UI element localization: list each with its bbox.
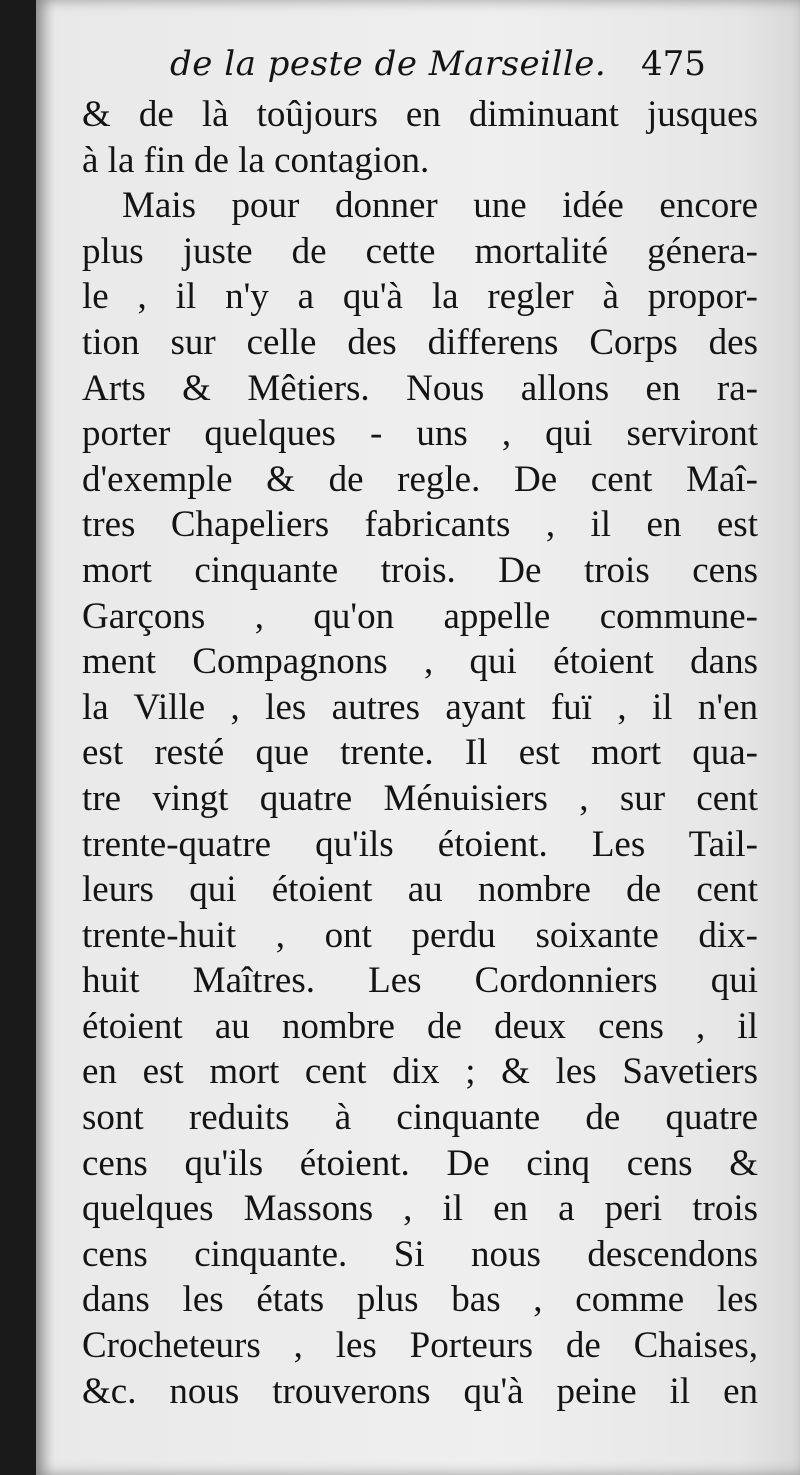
text-line: cens cinquante. Si nous descendons [82, 1233, 758, 1275]
running-title: de la peste de Marseille. [170, 44, 607, 84]
page-header [36, 40, 800, 92]
text-line: tre vingt quatre Ménuisiers , sur cent [82, 777, 758, 819]
text-line: leurs qui étoient au nombre de cent [82, 869, 758, 911]
text-line: à la fin de la contagion. [82, 139, 430, 181]
text-line: &c. nous trouverons qu'à peine il en [82, 1370, 758, 1412]
text-line: & de là toûjours en diminuant jusques [82, 94, 758, 135]
text-line: quelques Massons , il en a peri trois [82, 1188, 758, 1230]
text-line: porter quelques - uns , qui serviront [82, 413, 758, 455]
page-number: 475 [641, 44, 706, 84]
text-line: tres Chapeliers fabricants , il en est [82, 504, 758, 546]
text-line: trente-huit , ont perdu soixante dix- [82, 914, 758, 956]
text-line: ment Compagnons , qui étoient dans [82, 641, 758, 683]
text-line: en est mort cent dix ; & les Savetiers [82, 1051, 758, 1093]
text-line: Arts & Mêtiers. Nous allons en ra- [82, 367, 758, 409]
text-line: Garçons , qu'on appelle commune- [82, 595, 758, 637]
paragraph-start-line: Mais pour donner une idée encore [122, 185, 758, 227]
body-text [82, 92, 758, 1414]
text-line: étoient au nombre de deux cens , il [82, 1005, 758, 1047]
text-line: est resté que trente. Il est mort qua- [82, 732, 758, 774]
text-line: d'exemple & de regle. De cent Maî- [82, 458, 758, 500]
text-line: Crocheteurs , les Porteurs de Chaises, [82, 1325, 758, 1367]
text-line: le , il n'y a qu'à la regler à propor- [82, 276, 758, 318]
text-line: mort cinquante trois. De trois cens [82, 549, 758, 591]
text-line: trente-quatre qu'ils étoient. Les Tail- [82, 823, 758, 865]
text-line: huit Maîtres. Les Cordonniers qui [82, 960, 758, 1002]
text-line: cens qu'ils étoient. De cinq cens & [82, 1142, 758, 1184]
book-page [36, 0, 800, 1475]
text-line: sont reduits à cinquante de quatre [82, 1097, 758, 1139]
text-line: la Ville , les autres ayant fuï , il n'en [82, 686, 758, 728]
text-line: dans les états plus bas , comme les [82, 1279, 758, 1321]
text-line: plus juste de cette mortalité génera- [82, 230, 758, 272]
text-line: tion sur celle des differens Corps des [82, 321, 758, 363]
